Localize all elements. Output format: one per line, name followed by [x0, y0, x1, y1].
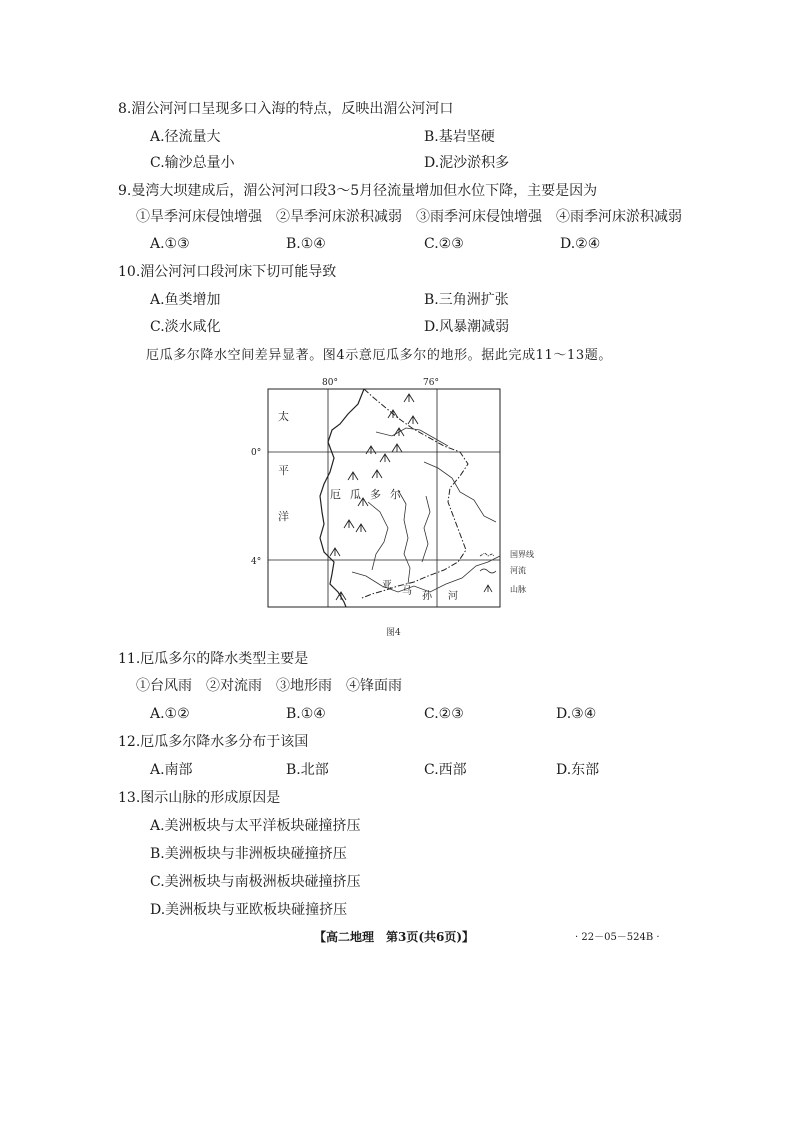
mountain-icon — [356, 524, 366, 532]
river-east — [422, 496, 430, 562]
question-12-option-a: A.南部 — [150, 762, 193, 778]
question-11-stem: 11.厄瓜多尔的降水类型主要是 — [118, 651, 309, 667]
question-8-option-d: D.泥沙淤积多 — [424, 155, 510, 171]
country-label-char-2: 瓜 — [350, 488, 361, 501]
question-11-option-a: A.①② — [150, 706, 190, 722]
question-8-option-a: A.径流量大 — [150, 129, 221, 145]
question-10-option-b: B.三角洲扩张 — [424, 292, 509, 308]
question-10-option-c: C.淡水咸化 — [150, 319, 221, 335]
ocean-label-yang: 洋 — [278, 510, 289, 523]
mountain-icon — [372, 470, 382, 478]
lat-label-0: 0° — [251, 448, 262, 458]
amazon-label-char-3: 孙 — [422, 591, 432, 602]
legend-border-label: 国界线 — [510, 550, 534, 559]
country-label-char-1: 厄 — [330, 488, 341, 501]
question-8-option-c: C.输沙总量小 — [150, 155, 235, 171]
country-label-char-4: 尔 — [390, 488, 401, 501]
material-intro: 厄瓜多尔降水空间差异显著。图4示意厄瓜多尔的地形。据此完成11～13题。 — [146, 348, 612, 363]
amazon-label-char-1: 亚 — [382, 580, 392, 591]
mountain-icon — [404, 394, 414, 402]
question-8-option-b: B.基岩坚硬 — [424, 129, 495, 145]
figure-caption: 图4 — [386, 628, 401, 638]
mountain-icon — [344, 520, 354, 528]
amazon-label-char-4: 河 — [448, 591, 458, 602]
mountain-icon — [336, 592, 346, 600]
question-13-option-b: B.美洲板块与非洲板块碰撞挤压 — [150, 846, 347, 862]
question-13-option-a: A.美洲板块与太平洋板块碰撞挤压 — [150, 818, 361, 834]
question-10-option-a: A.鱼类增加 — [150, 292, 221, 308]
mountain-icon — [394, 428, 404, 436]
question-12-stem: 12.厄瓜多尔降水多分布于该国 — [118, 734, 309, 750]
question-10-option-d: D.风暴潮减弱 — [424, 319, 510, 335]
ocean-label-ping: 平 — [278, 464, 289, 477]
mountain-icon — [380, 454, 390, 462]
question-9-option-a: A.①③ — [150, 236, 190, 252]
mountain-icon — [348, 472, 358, 480]
question-11-statements: ①台风雨 ②对流雨 ③地形雨 ④锋面雨 — [136, 678, 402, 694]
legend-border-symbol — [480, 553, 494, 556]
map-frame — [268, 389, 500, 607]
lon-label-80: 80° — [322, 378, 338, 388]
ocean-label-tai: 太 — [278, 410, 289, 423]
legend-river-label: 河流 — [510, 566, 526, 575]
mountain-icon — [366, 446, 376, 454]
mountain-icon — [330, 548, 340, 556]
question-8-stem: 8.湄公河河口呈现多口入海的特点，反映出湄公河河口 — [118, 101, 454, 117]
map-svg — [248, 372, 558, 628]
question-9-option-b: B.①④ — [286, 236, 326, 252]
question-9-statements: ①旱季河床侵蚀增强 ②旱季河床淤积减弱 ③雨季河床侵蚀增强 ④雨季河床淤积减弱 — [136, 209, 682, 225]
question-12-option-c: C.西部 — [424, 762, 467, 778]
ecuador-terrain-map — [248, 372, 558, 628]
question-11-option-d: D.③④ — [556, 706, 597, 722]
country-label-char-3: 多 — [370, 488, 381, 501]
question-10-stem: 10.湄公河河口段河床下切可能导致 — [118, 264, 337, 280]
question-9-option-d: D.②④ — [560, 236, 601, 252]
river-napo — [424, 462, 496, 522]
question-12-option-b: B.北部 — [286, 762, 329, 778]
river-central — [398, 490, 410, 584]
question-9-stem: 9.曼湾大坝建成后，湄公河河口段3～5月径流量增加但水位下降，主要是因为 — [118, 183, 598, 199]
question-9-option-c: C.②③ — [424, 236, 464, 252]
page-footer-code: · 22－05－524B · — [575, 932, 660, 943]
question-13-stem: 13.图示山脉的形成原因是 — [118, 790, 281, 806]
question-11-option-b: B.①④ — [286, 706, 326, 722]
question-12-option-d: D.东部 — [556, 762, 600, 778]
mountain-icon — [392, 444, 402, 452]
amazon-label-char-2: 马 — [402, 586, 412, 597]
question-13-option-c: C.美洲板块与南极洲板块碰撞挤压 — [150, 874, 361, 890]
legend-mountain-icon — [484, 585, 492, 592]
legend-river-symbol — [480, 569, 496, 573]
question-11-option-c: C.②③ — [424, 706, 464, 722]
map-legend — [480, 549, 534, 594]
mountain-icon — [408, 416, 418, 424]
lat-label-4: 4° — [251, 557, 262, 567]
legend-mountain-label: 山脉 — [510, 585, 526, 594]
lon-label-76: 76° — [423, 378, 439, 388]
question-13-option-d: D.美洲板块与亚欧板块碰撞挤压 — [150, 902, 348, 918]
page-footer-title: 【高二地理 第3页(共6页)】 — [314, 930, 475, 944]
